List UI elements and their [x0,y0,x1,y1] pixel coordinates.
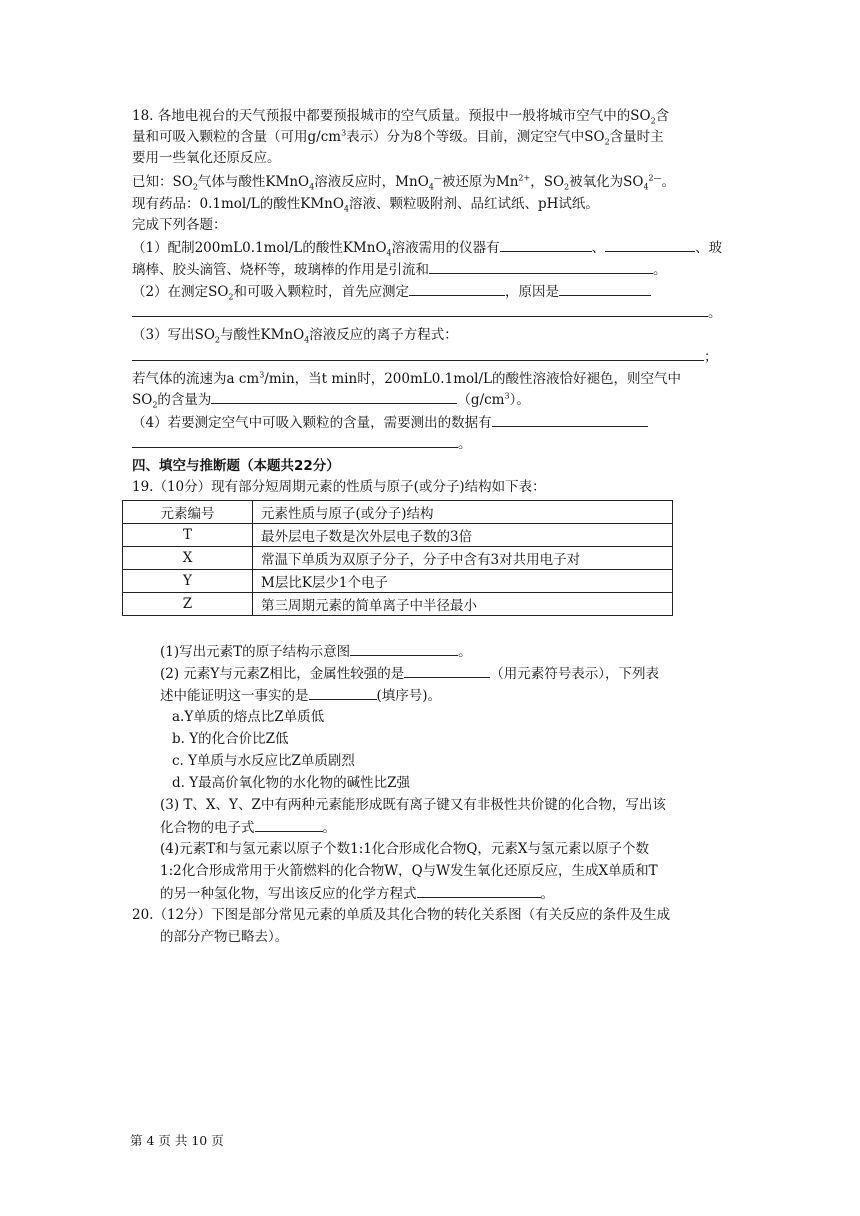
q18-line-2 [132,127,664,147]
text: 。 [661,174,676,190]
text: 。 [540,886,554,902]
table-row [123,524,673,547]
table-cell: Z [123,593,253,616]
text: (4)元素T和与氢元素以原子个数1:1化合形成化合物Q，元素X与氢元素以原子个数 [160,841,650,857]
subscript: 2 [604,137,610,147]
answer-blank[interactable] [350,641,458,656]
answer-blank[interactable] [500,237,592,252]
text: (1)写出元素T的原子结构示意图 [160,644,351,660]
text: 、 [591,240,606,256]
q19-sub3-line2 [160,817,336,838]
text: 述中能证明这一事实的是 [160,688,309,704]
text: 表示）分为8个等级。目前，测定空气中SO [346,129,605,145]
text: (2) 元素Y与元素Z相比，金属性较强的是 [160,666,405,682]
table-row [123,593,673,616]
text: 的含量为 [157,392,212,408]
text: (3) T、X、Y、Z中有两种元素能形成既有离子键又有非极性共价键的化合物，写出该 [160,797,666,813]
table-cell: 常温下单质为双原子分子，分子中含有3对共用电子对 [253,547,673,570]
element-table [122,500,673,616]
table-cell: 最外层电子数是次外层电子数的3倍 [253,524,673,547]
q18-sub2-line2 [132,302,722,323]
superscript: — [433,173,442,183]
text: （2）在测定SO [132,284,229,300]
section-title: 四、填空与推断题（本题共22分） [132,458,340,474]
text: (填序号)。 [376,688,442,704]
q19-option-d: d. Y最高价氧化物的水化物的碱性比Z强 [172,775,411,791]
text: 。 [653,262,667,278]
subscript: 4 [428,182,434,192]
q18-sub2-line1 [132,281,651,302]
answer-blank[interactable] [559,281,651,296]
text: 现有药品：0.1mol/L的酸性KMnO [132,196,344,212]
table-header-row [123,501,673,524]
text: ）。 [509,392,530,408]
q19-intro: 19.（10分）现有部分短周期元素的性质与原子(或分子)结构如下表： [132,479,546,495]
answer-blank[interactable] [211,389,457,404]
text: 的另一种氢化物，写出该反应的化学方程式 [160,886,417,902]
text: 。 [708,305,722,321]
table-header-cell: 元素性质与原子(或分子)结构 [253,501,673,524]
superscript: 3 [341,128,347,138]
q19-option-c: c. Y单质与水反应比Z单质剧烈 [172,753,355,769]
text: 气体与酸性KMnO [197,174,310,190]
table-cell: 第三周期元素的简单离子中半径最小 [253,593,673,616]
q18-line-1 [132,106,669,126]
text: 含 [655,108,670,124]
subscript: 4 [309,182,315,192]
q19-option-a: a.Y单质的熔点比Z单质低 [172,709,325,725]
answer-blank[interactable] [429,259,653,274]
q19-sub2-line2 [160,685,441,706]
subscript: 4 [304,335,310,345]
text: 被还原为Mn [441,174,519,190]
text: ，原因是 [505,284,559,300]
q18-task [132,215,227,235]
q18-known [132,172,675,192]
text: 和可吸入颗粒时，首先应测定 [233,284,409,300]
subscript: 2 [192,182,198,192]
q20-line1: 20.（12分）下图是部分常见元素的单质及其化合物的转化关系图（有关反应的条件及生成 [132,907,671,923]
text: 。 [458,436,472,452]
text: 溶液反应时，MnO [314,174,429,190]
table-row [123,547,673,570]
text: 1:2化合形成常用于火箭燃料的化合物W，Q与W发生氧化还原反应，生成X单质和T [160,863,658,879]
superscript: 3 [259,370,265,380]
subscript: 2 [564,182,570,192]
text: 溶液、颗粒吸附剂、品红试纸、pH试纸。 [349,196,599,212]
text: （用元素符号表示），下列表 [490,666,659,682]
subscript: 2 [152,400,158,410]
text: 要用一些氧化还原反应。 [132,150,281,166]
answer-blank[interactable] [132,346,704,361]
answer-blank[interactable] [309,685,377,700]
subscript: 4 [386,248,392,258]
subscript: 4 [643,182,649,192]
q19-sub4-line2 [160,861,658,881]
q18-reagents [132,194,599,214]
text: 璃棒、胶头滴管、烧杯等，玻璃棒的作用是引流和 [132,262,429,278]
page-footer: 第 4 页 共 10 页 [130,1133,224,1148]
text: ，SO [530,174,565,190]
text: 、玻 [695,240,723,256]
q18-sub3-line2 [132,346,718,367]
answer-blank[interactable] [132,302,708,317]
table-header-cell: 元素编号 [123,501,253,524]
text: （3）写出SO [132,327,215,343]
answer-blank[interactable] [409,281,505,296]
answer-blank[interactable] [492,412,648,427]
q18-sub3-line4 [132,389,530,410]
q19-sub2-line1 [160,663,659,684]
superscript: 2+ [518,173,531,183]
q19-sub4-line1 [160,839,649,859]
table-cell: X [123,547,253,570]
q18-sub4-line1 [132,412,648,433]
answer-blank[interactable] [605,237,695,252]
q18-line-3 [132,148,281,168]
q18-sub3-line1 [132,325,458,345]
text: ； [704,349,718,365]
text: 。 [458,644,472,660]
text: （4）若要测定空气中可吸入颗粒的含量，需要测出的数据有 [132,415,492,431]
q19-sub4-line3 [160,883,554,904]
q19-option-b: b. Y的化合价比Z低 [172,731,289,747]
text: （g/cm [457,392,505,408]
text: 溶液反应的离子方程式： [309,327,458,343]
q18-sub3-line3 [132,369,681,389]
text: 含量时主 [609,129,664,145]
q20-line2: 的部分产物已略去）。 [160,929,289,945]
q18-sub1-line2 [132,259,667,280]
q18-sub4-line2 [132,433,472,454]
subscript: 2 [228,292,234,302]
answer-blank[interactable] [417,883,541,898]
answer-blank[interactable] [404,663,490,678]
text: 被氧化为SO [569,174,644,190]
q19-sub3-line1 [160,795,666,815]
text: 。 [322,820,336,836]
text: 化合物的电子式 [160,820,255,836]
text: 已知：SO [132,174,193,190]
text: 量和可吸入颗粒的含量（可用g/cm [132,129,342,145]
superscript: 2— [648,173,662,183]
text: /min，当t min时，200mL0.1mol/L的酸性溶液恰好褪色，则空气中 [264,371,681,387]
table-cell: M层比K层少1个电子 [253,570,673,593]
subscript: 2 [214,335,220,345]
text: （1）配制200mL0.1mol/L的酸性KMnO [132,240,387,256]
subscript: 4 [343,204,349,214]
answer-blank[interactable] [255,817,323,832]
text: 与酸性KMnO [220,327,305,343]
text: 溶液需用的仪器有 [391,240,500,256]
answer-blank[interactable] [132,433,458,448]
text: 18. 各地电视台的天气预报中都要预报城市的空气质量。预报中一般将城市空气中的SO [132,108,651,124]
table-row [123,570,673,593]
q19-sub1 [160,641,472,662]
table-cell: Y [123,570,253,593]
subscript: 2 [650,116,656,126]
text: 若气体的流速为a cm [132,371,260,387]
text: 完成下列各题： [132,217,227,233]
q18-sub1-line1 [132,237,722,258]
superscript: 3 [504,391,510,401]
table-cell: T [123,524,253,547]
text: SO [132,392,153,408]
